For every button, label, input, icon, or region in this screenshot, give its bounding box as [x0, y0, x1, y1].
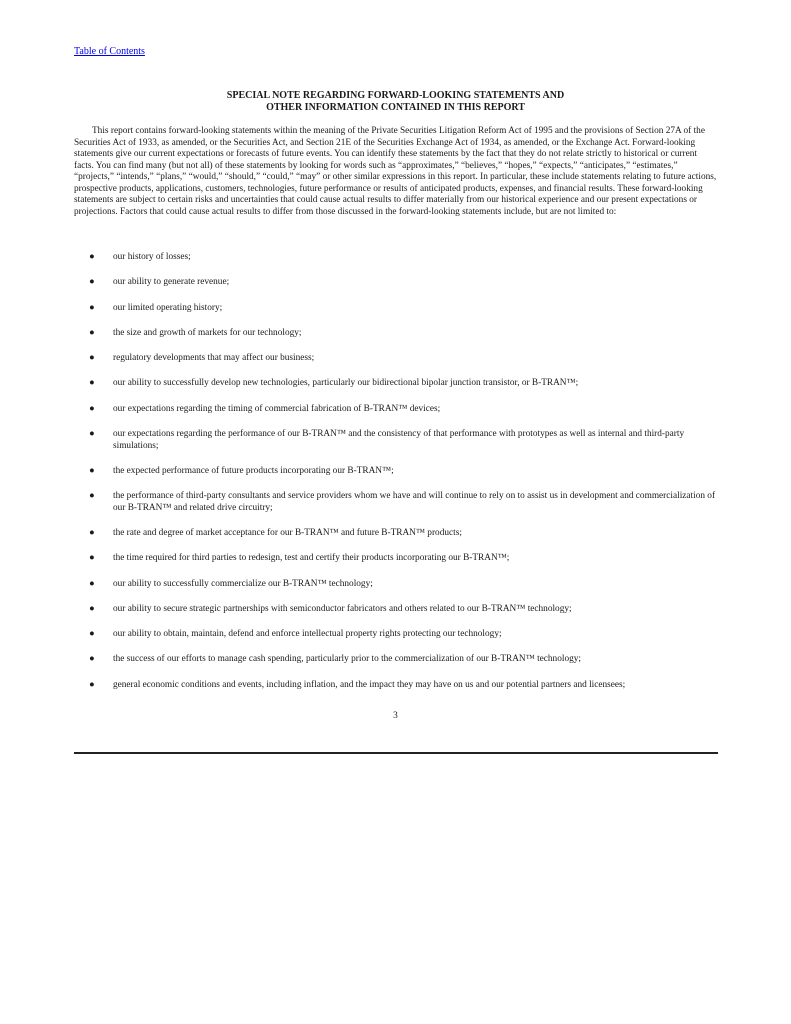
- list-item-text: the rate and degree of market acceptance for our B-TRAN™ and future B-TRAN™ products;: [113, 527, 462, 538]
- list-item-text: the size and growth of markets for our technology;: [113, 327, 302, 338]
- bullet-icon: ●: [89, 403, 95, 414]
- list-item-text: our ability to successfully develop new technologies, particularly our bidirectional bipolar junction transistor, or B-TRAN™;: [113, 378, 579, 389]
- list-item-text: the time required for third parties to redesign, test and certify their products incorporating our B-TRAN™;: [113, 553, 510, 564]
- list-item: [74, 491, 717, 514]
- list-item-text: our ability to successfully commercialize our B-TRAN™ technology;: [113, 578, 373, 589]
- intro-paragraph: This report contains forward-looking statements within the meaning of the Private Securities Litigation Reform Act of 1995 and the provisions of Section 27A of the Securities Act of 1933, as amended, or the Securities Act, and Section 21E of the Securities Exchange Act of 1934, as amended, or the Exchange Act. Forward-looking statements give our current expectations or forecasts of future events. You can identify these statements by the fact that they do not relate strictly to historical or current facts. You can find many (but not all) of these statements by looking for words such as “approximates,” “believes,” “hopes,” “expects,” “anticipates,” “estimates,” “projects,” “intends,” “plans,” “would,” “should,” “could,” “may” or other similar expressions in this report. In particular, these include statements relating to future actions, prospective products, applications, customers, technologies, future performance or results of anticipated products, expenses, and financial results. These forward-looking statements are subject to certain risks and uncertainties that could cause actual results to differ materially from our historical experience and our present expectations or projections. Factors that could cause actual results to differ from those discussed in the forward-looking statements include, but are not limited to:: [74, 126, 717, 217]
- list-item-text: our history of losses;: [113, 252, 191, 262]
- bullet-icon: ●: [89, 603, 95, 614]
- risk-factor-list: [74, 252, 717, 705]
- list-item: [74, 378, 717, 390]
- list-item: [74, 328, 717, 340]
- list-item: [74, 654, 717, 666]
- title-line-1: SPECIAL NOTE REGARDING FORWARD-LOOKING STATEMENTS AND: [226, 90, 565, 101]
- list-item: [74, 553, 717, 565]
- list-item-text: our ability to obtain, maintain, defend and enforce intellectual property rights protecting our technology;: [113, 629, 502, 640]
- bullet-icon: ●: [89, 654, 95, 665]
- bullet-icon: ●: [89, 252, 95, 262]
- title-line-2: OTHER INFORMATION CONTAINED IN THIS REPORT: [266, 102, 525, 113]
- bullet-icon: ●: [89, 378, 95, 389]
- list-item: [74, 604, 717, 616]
- list-item: [74, 466, 717, 478]
- bullet-icon: ●: [89, 527, 95, 538]
- table-of-contents-link[interactable]: Table of Contents: [74, 46, 145, 57]
- list-item: [74, 579, 717, 591]
- bullet-icon: ●: [89, 629, 95, 640]
- list-item-text: our expectations regarding the performance of our B-TRAN™ and the consistency of that performance with prototypes as well as internal and third-party simulations;: [113, 429, 685, 451]
- list-item: [74, 277, 717, 289]
- page-number: 3: [393, 711, 398, 721]
- bullet-icon: ●: [89, 553, 95, 564]
- list-item-text: our limited operating history;: [113, 302, 223, 313]
- list-item: [74, 303, 717, 315]
- list-item: [74, 680, 717, 692]
- list-item: [74, 629, 717, 641]
- list-item: [74, 353, 717, 365]
- list-item-text: our ability to generate revenue;: [113, 277, 230, 288]
- list-item-text: the performance of third-party consultants and service providers whom we have and will continue to rely on to assist us in development and commercialization of our B-TRAN™ and related drive circuitry;: [113, 491, 716, 513]
- list-item-text: the success of our efforts to manage cash spending, particularly prior to the commercialization of our B-TRAN™ technology;: [113, 654, 581, 665]
- list-item: [74, 252, 717, 264]
- bullet-icon: ●: [89, 578, 95, 589]
- list-item-text: our ability to secure strategic partnerships with semiconductor fabricators and others related to our B-TRAN™ technology;: [113, 603, 572, 614]
- bullet-icon: ●: [89, 302, 95, 313]
- page-title: [74, 90, 717, 114]
- bullet-icon: ●: [89, 327, 95, 338]
- list-item: [74, 528, 717, 540]
- list-item: [74, 404, 717, 416]
- bullet-icon: ●: [89, 353, 95, 364]
- bullet-icon: ●: [89, 491, 95, 502]
- bullet-icon: ●: [89, 429, 95, 440]
- list-item-text: regulatory developments that may affect our business;: [113, 353, 315, 364]
- page-divider: [74, 752, 718, 754]
- list-item-text: our expectations regarding the timing of commercial fabrication of B-TRAN™ devices;: [113, 403, 441, 414]
- list-item-text: general economic conditions and events, including inflation, and the impact they may have on us and our potential partners and licensees;: [113, 679, 626, 690]
- bullet-icon: ●: [89, 679, 95, 690]
- bullet-icon: ●: [89, 277, 95, 288]
- list-item-text: the expected performance of future products incorporating our B-TRAN™;: [113, 465, 394, 476]
- list-item: [74, 429, 717, 452]
- bullet-icon: ●: [89, 465, 95, 476]
